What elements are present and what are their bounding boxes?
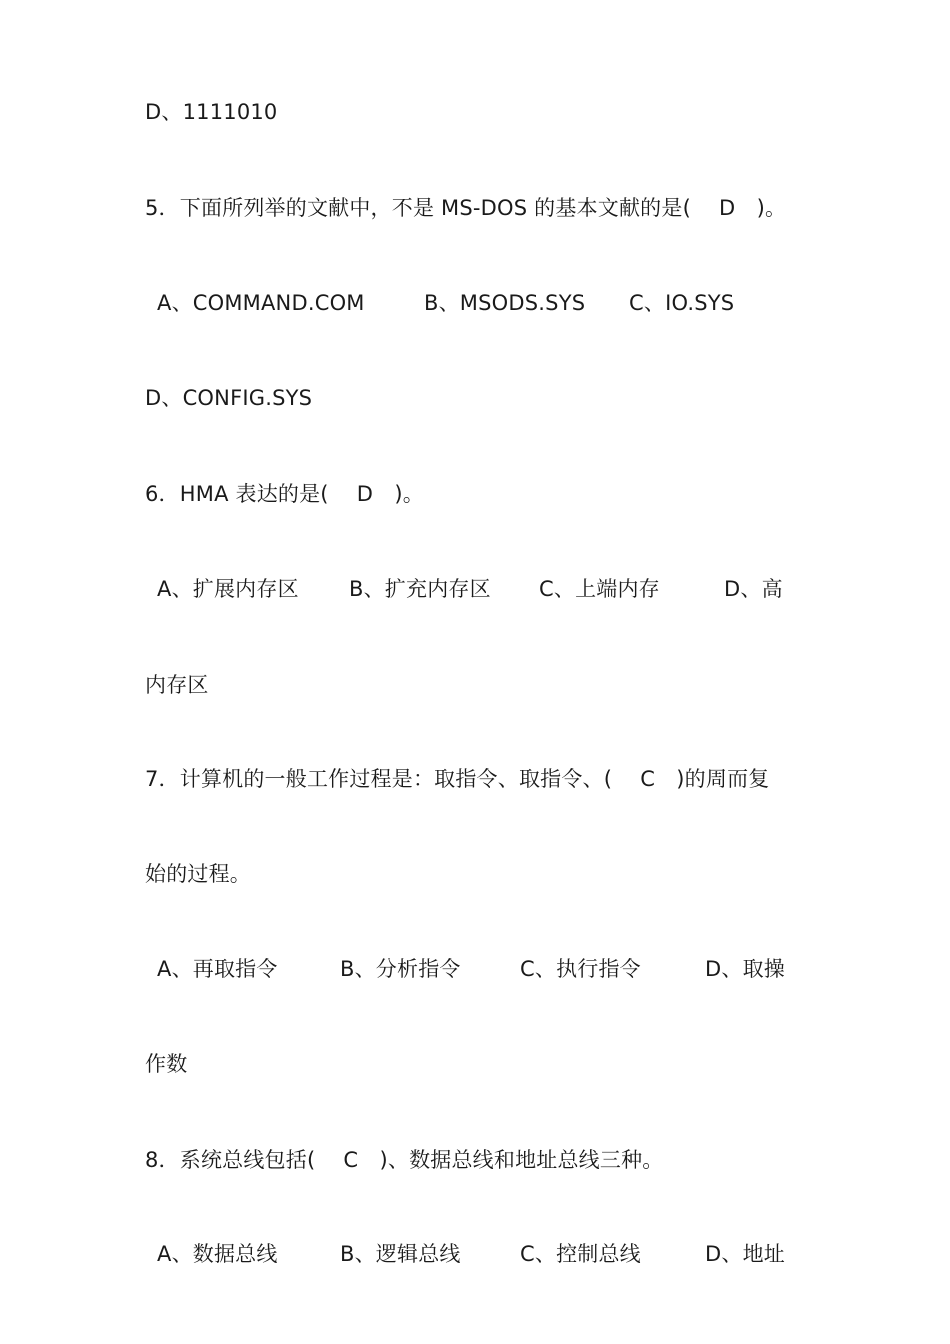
q7-option-a: A、再取指令 — [157, 957, 278, 981]
q6-option-d: D、高 — [724, 577, 783, 601]
q5-option-a: A、COMMAND.COM — [157, 291, 365, 315]
q6-option-a: A、扩展内存区 — [157, 577, 299, 601]
question-8: 8．系统总线包括( C )、数据总线和地址总线三种。 — [145, 1148, 664, 1172]
q7-option-d: D、取操 — [705, 957, 785, 981]
q5-options — [157, 289, 857, 317]
question-7: 7．计算机的一般工作过程是：取指令、取指令、( C )的周而复 — [145, 767, 770, 791]
q8-option-c: C、控制总线 — [520, 1242, 641, 1266]
q7-options — [157, 955, 857, 983]
q5-option-d: D、CONFIG.SYS — [145, 386, 313, 410]
question-7-continued: 始的过程。 — [145, 862, 251, 886]
q5-option-c: C、IO.SYS — [629, 291, 735, 315]
q7-option-b: B、分析指令 — [340, 957, 461, 981]
q8-option-a: A、数据总线 — [157, 1242, 278, 1266]
question-5: 5．下面所列举的文献中，不是 MS-DOS 的基本文献的是( D )。 — [145, 196, 787, 220]
q8-option-d: D、地址 — [705, 1242, 785, 1266]
q4-option-d: D、1111010 — [145, 100, 278, 124]
q8-option-b: B、逻辑总线 — [340, 1242, 461, 1266]
q6-option-b: B、扩充内存区 — [349, 577, 491, 601]
q8-options — [157, 1240, 857, 1268]
q6-option-d-continued: 内存区 — [145, 673, 209, 697]
q7-option-c: C、执行指令 — [520, 957, 641, 981]
question-6: 6．HMA 表达的是( D )。 — [145, 482, 424, 506]
q7-option-d-continued: 作数 — [145, 1052, 188, 1076]
q6-option-c: C、上端内存 — [539, 577, 660, 601]
q6-options — [157, 575, 857, 603]
q5-option-b: B、MSODS.SYS — [424, 291, 586, 315]
